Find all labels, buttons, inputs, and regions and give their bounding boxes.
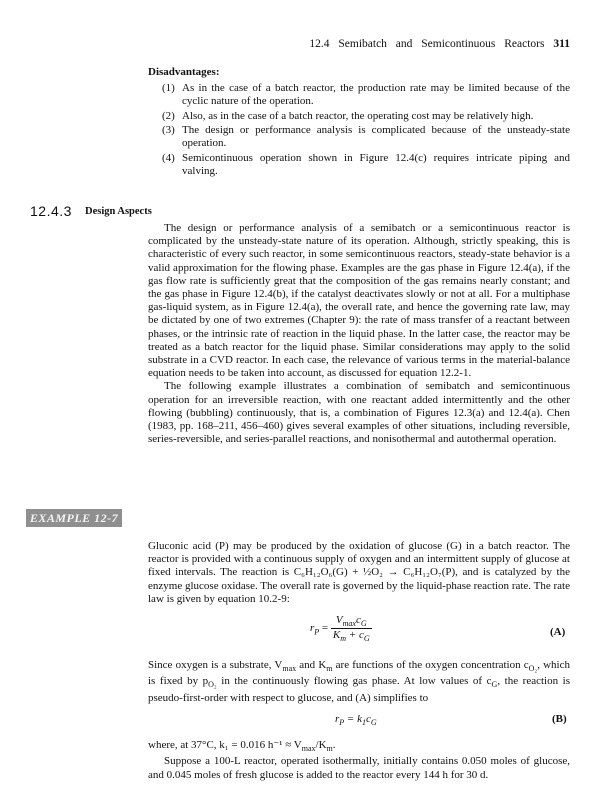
equation-b xyxy=(335,713,377,727)
section-title: Design Aspects xyxy=(85,206,152,217)
text-span: , which is fixed by p xyxy=(148,659,570,688)
eq-subscript: 1 xyxy=(361,718,366,728)
list-item-text: As in the case of a batch reactor, the production rate may be limited because of the cyclic nature of the operation. xyxy=(182,82,570,107)
text-span: are functions of the oxygen concentration c xyxy=(332,659,529,671)
text-span: /K xyxy=(315,739,327,751)
equation-b-number: (B) xyxy=(552,713,567,725)
eq-symbol: = k xyxy=(344,713,362,725)
list-item-number: (3) xyxy=(162,124,175,136)
eq-symbol: + c xyxy=(346,629,364,642)
eq-subscript: m xyxy=(326,664,333,674)
where-line xyxy=(148,739,570,755)
eq-subscript: P xyxy=(314,627,320,637)
text-span: in the continuously flowing gas phase. At low values of c xyxy=(216,675,492,688)
equation-a: $r_P$ = $\frac{V_{max}c_G}{K_m + c_G}$ xyxy=(310,614,370,644)
eq-subscript: G xyxy=(370,718,377,728)
example-paragraph-2 xyxy=(148,659,570,705)
example-paragraph xyxy=(148,659,570,705)
example-paragraph: Suppose a 100-L reactor, operated isothermally, initially contains 0.050 moles of glucose, and 0.045 moles of fresh glucose is added to the reactor every 144 h for 30 d. xyxy=(148,755,570,781)
example-paragraph xyxy=(148,540,570,606)
eq-subscript: max xyxy=(342,619,356,629)
eq-subscript: G xyxy=(360,619,367,629)
eq-subscript: max xyxy=(301,744,316,754)
text-span: . xyxy=(332,739,336,751)
list-item-text: Semicontinuous operation shown in Figure 12.4(c) requires intricate piping and valving. xyxy=(182,152,570,177)
eq-symbol: V xyxy=(335,614,343,626)
body-paragraph: The following example illustrates a combination of semibatch and semicontinuous operation for an irreversible reaction, with one reactant added intermittently and the other flowing (bubbling) continuously, that is, a combination of Figures 12.3(a) and 12.4(a). Chen (1983, pp. 168–211, 456–460) gives several examples of other situations, including reversible, series-reversible, and series-parallel reactions, and nonisothermal and autothermal operation. xyxy=(148,380,570,446)
example-label: EXAMPLE 12-7 xyxy=(26,509,122,527)
eq-symbol: c xyxy=(365,713,371,725)
eq-symbol: r xyxy=(335,713,340,725)
eq-subscript: G xyxy=(491,680,498,690)
text-span: where, at 37°C, k₁ = 0.016 h⁻¹ ≈ V xyxy=(148,739,302,751)
eq-symbol: c xyxy=(355,614,361,626)
list-item-number: (4) xyxy=(162,152,175,164)
header-title: Semibatch and Semicontinuous Reactors xyxy=(338,38,545,50)
list-item-text: Also, as in the case of a batch reactor, the operating cost may be relatively high. xyxy=(182,110,534,122)
text-span: Gluconic acid (P) may be produced by the oxidation of glucose (G) in a batch reactor. The reactor is provided with a continuous supply of oxygen and an intermittent supply of glucose at fixed intervals. The reaction is xyxy=(148,540,570,579)
reaction-equation: C₆H₁₂O₆(G) + ½O₂ → C₆H₁₂O₇(P) xyxy=(293,566,456,579)
text-span: and K xyxy=(296,659,327,671)
eq-subscript: m xyxy=(326,744,333,754)
eq-fraction xyxy=(331,614,372,643)
eq-subscript: m xyxy=(340,634,347,644)
design-aspects-body xyxy=(148,222,570,446)
eq-subscript: O₂ xyxy=(208,680,217,690)
disadvantages-heading: Disadvantages: xyxy=(148,66,220,78)
disadvantages-list xyxy=(148,82,570,182)
list-item-text: The design or performance analysis is complicated because of the unsteady-state operation. xyxy=(182,124,570,149)
text-span: , the reaction is pseudo-first-order with respect to glucose, and (A) simplifies to xyxy=(148,675,570,704)
running-header xyxy=(300,38,570,50)
text-span: Since oxygen is a substrate, V xyxy=(148,659,283,671)
eq-subscript: O₂ xyxy=(528,664,538,674)
header-section: 12.4 xyxy=(309,38,330,50)
text-span: , and is catalyzed by the enzyme glucose oxidase. The overall rate is governed by the liquid-phase reaction rate. The rate law is given by equation 10.2-9: xyxy=(148,566,570,605)
list-item-number: (1) xyxy=(162,82,175,94)
body-paragraph: The design or performance analysis of a semibatch or a semicontinuous reactor is complicated by the unsteady-state nature of its operation. Although, strictly speaking, this is characteristic of every such reactor, in some semicontinuous reactors, steady-state behavior is a valid approximation for the flowing phase. Examples are the gas phase in Figure 12.4(a), if the gas flow rate is sufficiently great that the composition of the gas remains nearly constant; and the gas phase in Figure 12.4(b), if the catalyst deactivates slowly or not at all. For a multiphase gas-liquid system, as in Figure 12.4(a), the overall rate, and hence the governing rate law, may be dictated by one of two extremes (Chapter 9): the rate of mass transfer of a reactant between phases, or the intrinsic rate of reaction in the liquid phase. In the latter case, the reactor may be treated as a batch reactor for the liquid phase. Similar considerations may apply to the solid substrate in a CVD reactor. In each case, the relevance of various terms in the material-balance equation needs to be taken into account, as discussed for equation 12.2-1. xyxy=(148,222,570,380)
eq-symbol: K xyxy=(332,629,341,642)
eq-subscript: G xyxy=(363,634,370,644)
page-number: 311 xyxy=(553,38,570,50)
eq-subscript: P xyxy=(339,718,345,728)
eq-subscript: max xyxy=(282,664,297,674)
example-final xyxy=(148,739,570,782)
example-intro xyxy=(148,540,570,606)
equation-a-number: (A) xyxy=(550,626,566,638)
eq-symbol: r xyxy=(310,622,315,635)
list-item-number: (2) xyxy=(162,110,175,122)
section-number: 12.4.3 xyxy=(30,203,72,219)
